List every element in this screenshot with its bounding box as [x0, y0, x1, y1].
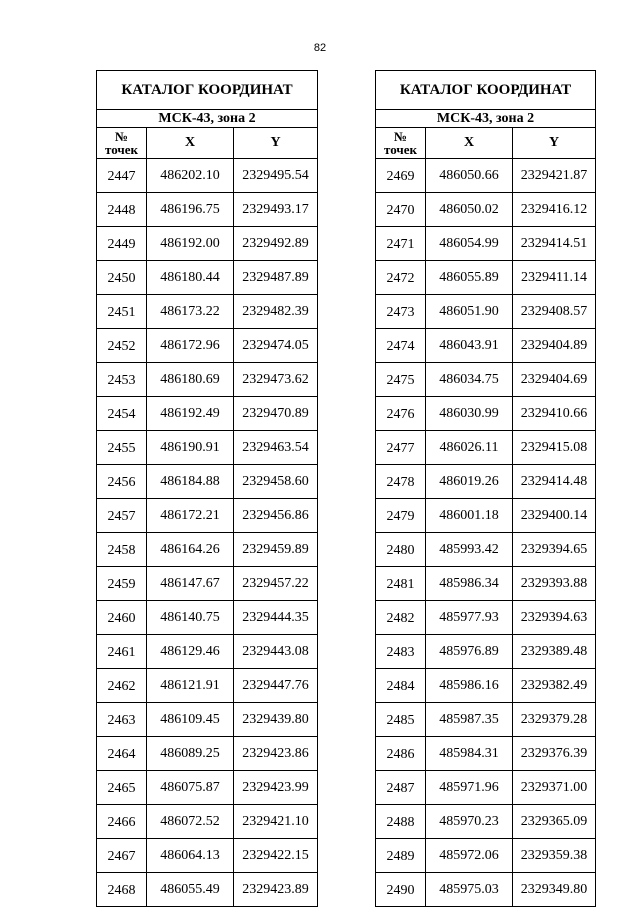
table-row [376, 771, 596, 805]
y-coordinate-cell: 2329463.54 [234, 431, 318, 465]
table-row [97, 363, 318, 397]
x-coordinate-cell: 486089.25 [147, 737, 234, 771]
catalog-zone: МСК-43, зона 2 [376, 110, 596, 128]
y-coordinate-cell: 2329423.99 [234, 771, 318, 805]
table-row [376, 295, 596, 329]
y-coordinate-cell: 2329359.38 [513, 839, 596, 873]
table-row [376, 159, 596, 193]
x-coordinate-cell: 486019.26 [426, 465, 513, 499]
y-coordinate-cell: 2329457.22 [234, 567, 318, 601]
x-coordinate-cell: 485987.35 [426, 703, 513, 737]
table-row [97, 261, 318, 295]
y-coordinate-cell: 2329421.87 [513, 159, 596, 193]
y-coordinate-cell: 2329444.35 [234, 601, 318, 635]
point-number-cell: 2456 [97, 465, 147, 499]
x-coordinate-cell: 485972.06 [426, 839, 513, 873]
x-coordinate-cell: 486192.49 [147, 397, 234, 431]
y-coordinate-cell: 2329410.66 [513, 397, 596, 431]
x-coordinate-cell: 486129.46 [147, 635, 234, 669]
page-number: 82 [313, 42, 327, 54]
x-coordinate-cell: 486147.67 [147, 567, 234, 601]
column-header-y: Y [234, 128, 318, 159]
x-coordinate-cell: 486050.02 [426, 193, 513, 227]
point-number-cell: 2464 [97, 737, 147, 771]
point-number-cell: 2458 [97, 533, 147, 567]
table-row [376, 601, 596, 635]
x-coordinate-cell: 486164.26 [147, 533, 234, 567]
point-number-cell: 2486 [376, 737, 426, 771]
table-row [97, 567, 318, 601]
y-coordinate-cell: 2329365.09 [513, 805, 596, 839]
point-number-cell: 2488 [376, 805, 426, 839]
table-row [376, 329, 596, 363]
y-coordinate-cell: 2329404.89 [513, 329, 596, 363]
x-coordinate-cell: 486075.87 [147, 771, 234, 805]
x-coordinate-cell: 486034.75 [426, 363, 513, 397]
y-coordinate-cell: 2329492.89 [234, 227, 318, 261]
y-coordinate-cell: 2329408.57 [513, 295, 596, 329]
table-row [376, 261, 596, 295]
point-number-cell: 2481 [376, 567, 426, 601]
y-coordinate-cell: 2329421.10 [234, 805, 318, 839]
point-number-cell: 2454 [97, 397, 147, 431]
point-number-cell: 2490 [376, 873, 426, 907]
catalog-rows [97, 159, 318, 907]
x-coordinate-cell: 486121.91 [147, 669, 234, 703]
x-coordinate-cell: 486055.89 [426, 261, 513, 295]
y-coordinate-cell: 2329389.48 [513, 635, 596, 669]
x-coordinate-cell: 485977.93 [426, 601, 513, 635]
column-header-x: X [147, 128, 234, 159]
x-coordinate-cell: 485970.23 [426, 805, 513, 839]
catalog-zone: МСК-43, зона 2 [97, 110, 318, 128]
point-number-cell: 2473 [376, 295, 426, 329]
coordinate-catalog-left [96, 70, 318, 907]
table-row [376, 839, 596, 873]
point-number-cell: 2466 [97, 805, 147, 839]
point-number-cell: 2484 [376, 669, 426, 703]
point-number-cell: 2480 [376, 533, 426, 567]
table-row [97, 805, 318, 839]
x-coordinate-cell: 485993.42 [426, 533, 513, 567]
table-row [97, 771, 318, 805]
x-coordinate-cell: 485975.03 [426, 873, 513, 907]
x-coordinate-cell: 486192.00 [147, 227, 234, 261]
table-row [376, 227, 596, 261]
x-coordinate-cell: 486180.69 [147, 363, 234, 397]
y-coordinate-cell: 2329416.12 [513, 193, 596, 227]
x-coordinate-cell: 485986.34 [426, 567, 513, 601]
table-row [376, 703, 596, 737]
table-row [376, 635, 596, 669]
y-coordinate-cell: 2329415.08 [513, 431, 596, 465]
x-coordinate-cell: 486173.22 [147, 295, 234, 329]
y-coordinate-cell: 2329447.76 [234, 669, 318, 703]
table-row [97, 873, 318, 907]
table-row [97, 329, 318, 363]
point-number-cell: 2465 [97, 771, 147, 805]
table-row [376, 737, 596, 771]
x-coordinate-cell: 486109.45 [147, 703, 234, 737]
y-coordinate-cell: 2329473.62 [234, 363, 318, 397]
y-coordinate-cell: 2329404.69 [513, 363, 596, 397]
point-number-cell: 2448 [97, 193, 147, 227]
point-number-cell: 2470 [376, 193, 426, 227]
y-coordinate-cell: 2329379.28 [513, 703, 596, 737]
y-coordinate-cell: 2329382.49 [513, 669, 596, 703]
table-row [376, 431, 596, 465]
point-number-cell: 2474 [376, 329, 426, 363]
y-coordinate-cell: 2329394.65 [513, 533, 596, 567]
point-number-cell: 2478 [376, 465, 426, 499]
table-row [376, 533, 596, 567]
table-row [376, 193, 596, 227]
y-coordinate-cell: 2329394.63 [513, 601, 596, 635]
point-number-cell: 2469 [376, 159, 426, 193]
point-number-cell: 2468 [97, 873, 147, 907]
y-coordinate-cell: 2329423.86 [234, 737, 318, 771]
y-coordinate-cell: 2329482.39 [234, 295, 318, 329]
point-number-cell: 2461 [97, 635, 147, 669]
table-row [97, 601, 318, 635]
table-row [376, 363, 596, 397]
table-row [376, 873, 596, 907]
table-row [97, 703, 318, 737]
point-number-cell: 2455 [97, 431, 147, 465]
column-header-x: X [426, 128, 513, 159]
y-coordinate-cell: 2329400.14 [513, 499, 596, 533]
point-number-cell: 2475 [376, 363, 426, 397]
point-number-cell: 2477 [376, 431, 426, 465]
table-row [97, 737, 318, 771]
x-coordinate-cell: 486055.49 [147, 873, 234, 907]
x-coordinate-cell: 486043.91 [426, 329, 513, 363]
y-coordinate-cell: 2329443.08 [234, 635, 318, 669]
x-coordinate-cell: 486051.90 [426, 295, 513, 329]
x-coordinate-cell: 486001.18 [426, 499, 513, 533]
table-row [97, 635, 318, 669]
point-number-cell: 2453 [97, 363, 147, 397]
point-number-cell: 2485 [376, 703, 426, 737]
x-coordinate-cell: 486026.11 [426, 431, 513, 465]
x-coordinate-cell: 486064.13 [147, 839, 234, 873]
x-coordinate-cell: 486196.75 [147, 193, 234, 227]
table-row [97, 295, 318, 329]
point-number-cell: 2471 [376, 227, 426, 261]
y-coordinate-cell: 2329439.80 [234, 703, 318, 737]
table-row [97, 431, 318, 465]
catalog-rows [376, 159, 596, 907]
table-row [376, 805, 596, 839]
y-coordinate-cell: 2329495.54 [234, 159, 318, 193]
y-coordinate-cell: 2329470.89 [234, 397, 318, 431]
table-row [97, 465, 318, 499]
x-coordinate-cell: 486180.44 [147, 261, 234, 295]
x-coordinate-cell: 485984.31 [426, 737, 513, 771]
y-coordinate-cell: 2329493.17 [234, 193, 318, 227]
y-coordinate-cell: 2329411.14 [513, 261, 596, 295]
x-coordinate-cell: 486202.10 [147, 159, 234, 193]
x-coordinate-cell: 486030.99 [426, 397, 513, 431]
y-coordinate-cell: 2329423.89 [234, 873, 318, 907]
table-row [97, 669, 318, 703]
y-coordinate-cell: 2329458.60 [234, 465, 318, 499]
y-coordinate-cell: 2329349.80 [513, 873, 596, 907]
point-number-cell: 2452 [97, 329, 147, 363]
table-row [97, 159, 318, 193]
point-number-cell: 2479 [376, 499, 426, 533]
point-number-cell: 2451 [97, 295, 147, 329]
table-row [97, 227, 318, 261]
table-row [376, 397, 596, 431]
y-coordinate-cell: 2329393.88 [513, 567, 596, 601]
x-coordinate-cell: 486190.91 [147, 431, 234, 465]
table-row [97, 839, 318, 873]
catalog-title: КАТАЛОГ КООРДИНАТ [97, 71, 318, 110]
point-number-cell: 2460 [97, 601, 147, 635]
point-number-cell: 2489 [376, 839, 426, 873]
y-coordinate-cell: 2329376.39 [513, 737, 596, 771]
point-number-cell: 2472 [376, 261, 426, 295]
x-coordinate-cell: 486184.88 [147, 465, 234, 499]
point-number-cell: 2463 [97, 703, 147, 737]
x-coordinate-cell: 486072.52 [147, 805, 234, 839]
y-coordinate-cell: 2329371.00 [513, 771, 596, 805]
point-number-cell: 2483 [376, 635, 426, 669]
table-row [376, 567, 596, 601]
table-row [376, 499, 596, 533]
y-coordinate-cell: 2329414.48 [513, 465, 596, 499]
y-coordinate-cell: 2329414.51 [513, 227, 596, 261]
y-coordinate-cell: 2329422.15 [234, 839, 318, 873]
y-coordinate-cell: 2329487.89 [234, 261, 318, 295]
x-coordinate-cell: 486172.96 [147, 329, 234, 363]
table-row [376, 465, 596, 499]
point-number-cell: 2447 [97, 159, 147, 193]
x-coordinate-cell: 486140.75 [147, 601, 234, 635]
point-number-cell: 2467 [97, 839, 147, 873]
point-number-cell: 2459 [97, 567, 147, 601]
x-coordinate-cell: 486054.99 [426, 227, 513, 261]
table-row [97, 499, 318, 533]
point-number-cell: 2457 [97, 499, 147, 533]
coordinate-catalog-right [375, 70, 596, 907]
x-coordinate-cell: 485976.89 [426, 635, 513, 669]
point-number-cell: 2487 [376, 771, 426, 805]
point-number-cell: 2482 [376, 601, 426, 635]
x-coordinate-cell: 486050.66 [426, 159, 513, 193]
table-row [97, 397, 318, 431]
column-header-y: Y [513, 128, 596, 159]
table-row [97, 193, 318, 227]
table-row [97, 533, 318, 567]
table-row [376, 669, 596, 703]
point-number-cell: 2462 [97, 669, 147, 703]
y-coordinate-cell: 2329456.86 [234, 499, 318, 533]
point-number-cell: 2449 [97, 227, 147, 261]
y-coordinate-cell: 2329474.05 [234, 329, 318, 363]
point-number-cell: 2450 [97, 261, 147, 295]
column-header-point-number: № точек [376, 128, 426, 159]
catalog-title: КАТАЛОГ КООРДИНАТ [376, 71, 596, 110]
x-coordinate-cell: 486172.21 [147, 499, 234, 533]
column-header-point-number: № точек [97, 128, 147, 159]
point-number-cell: 2476 [376, 397, 426, 431]
x-coordinate-cell: 485986.16 [426, 669, 513, 703]
x-coordinate-cell: 485971.96 [426, 771, 513, 805]
y-coordinate-cell: 2329459.89 [234, 533, 318, 567]
